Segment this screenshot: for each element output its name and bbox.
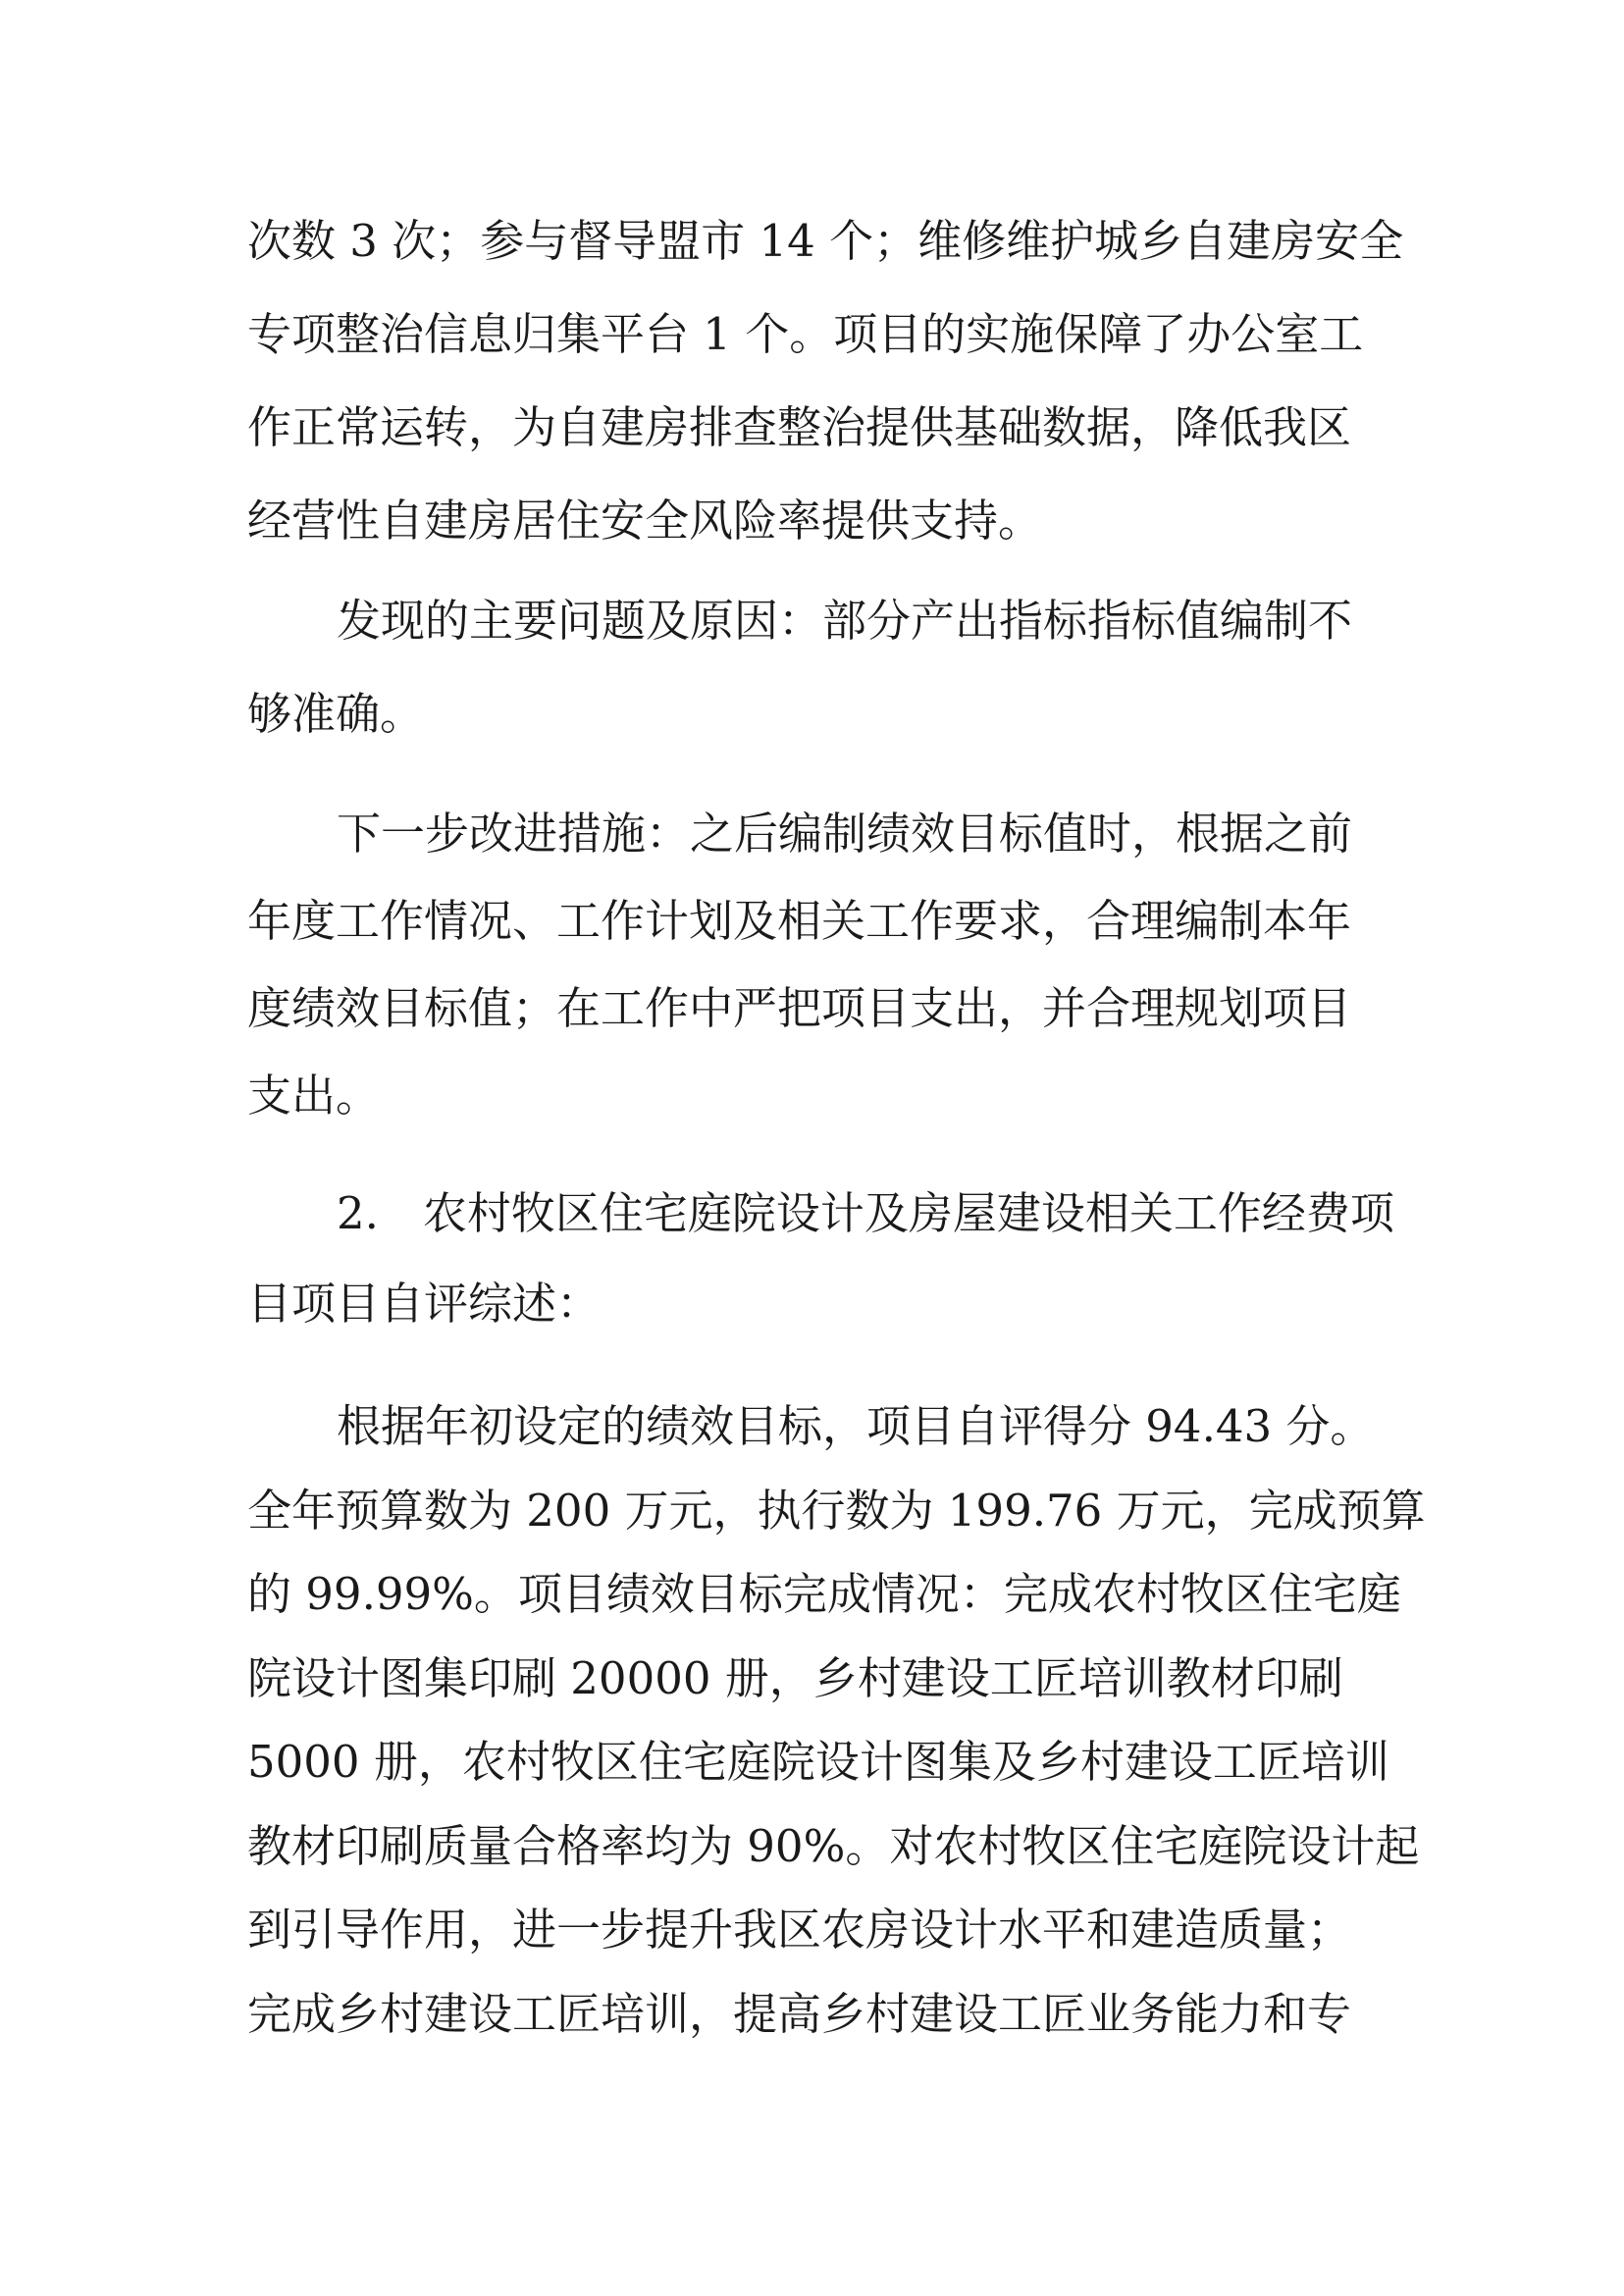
text-line: 根据年初设定的绩效目标，项目自评得分 94.43 分。	[337, 1400, 1375, 1452]
text-line: 5000 册，农村牧区住宅庭院设计图集及乡村建设工匠培训	[247, 1736, 1389, 1788]
text-line: 目项目自评综述：	[247, 1278, 602, 1330]
text-line: 到引导作用，进一步提升我区农房设计水平和建造质量；	[247, 1904, 1352, 1956]
text-line: 下一步改进措施：之后编制绩效目标值时，根据之前	[337, 808, 1353, 860]
text-line: 院设计图集印刷 20000 册，乡村建设工匠培训教材印刷	[247, 1652, 1343, 1704]
text-line: 专项整治信息归集平台 1 个。项目的实施保障了办公室工	[247, 308, 1364, 360]
text-line: 次数 3 次；参与督导盟市 14 个；维修维护城乡自建房安全	[247, 215, 1404, 267]
text-line: 支出。	[247, 1070, 381, 1122]
text-line: 年度工作情况、工作计划及相关工作要求，合理编制本年	[247, 895, 1352, 947]
text-line: 够准确。	[247, 688, 425, 740]
text-line: 经营性自建房居住安全风险率提供支持。	[247, 495, 1043, 547]
text-line: 完成乡村建设工匠培训，提高乡村建设工匠业务能力和专	[247, 1988, 1352, 2040]
text-line: 作正常运转，为自建房排查整治提供基础数据，降低我区	[247, 401, 1352, 453]
text-line: 的 99.99%。项目绩效目标完成情况：完成农村牧区住宅庭	[247, 1568, 1401, 1620]
text-line: 教材印刷质量合格率均为 90%。对农村牧区住宅庭院设计起	[247, 1820, 1420, 1872]
text-line: 度绩效目标值；在工作中严把项目支出，并合理规划项目	[247, 982, 1352, 1034]
text-line: 全年预算数为 200 万元，执行数为 199.76 万元，完成预算	[247, 1485, 1426, 1537]
text-line: 发现的主要问题及原因：部分产出指标指标值编制不	[337, 595, 1353, 647]
text-line: 2. 农村牧区住宅庭院设计及房屋建设相关工作经费项	[337, 1187, 1394, 1239]
